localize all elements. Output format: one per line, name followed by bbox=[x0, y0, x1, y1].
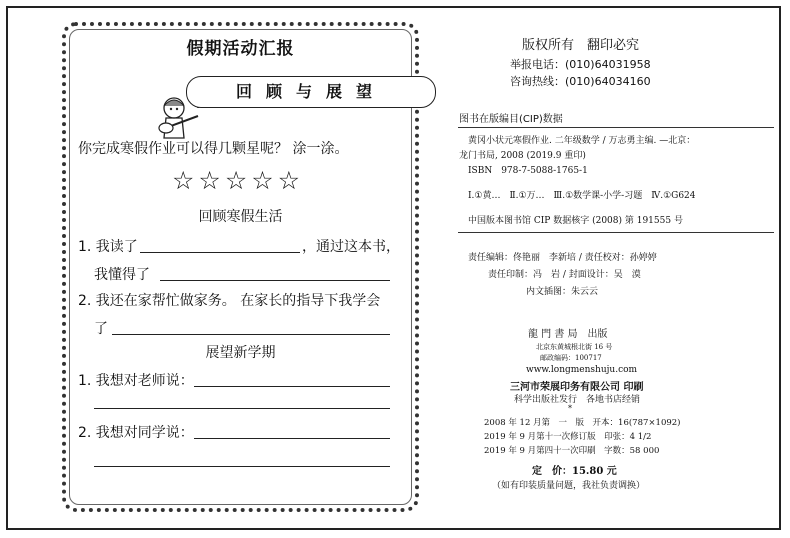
edition-line-1: 2008 年 12 月第 一 版 开本：16(787×1092) bbox=[484, 418, 681, 428]
item2-suffix: 了 bbox=[94, 321, 108, 337]
illustration-credits: 内文插图：朱云云 bbox=[526, 287, 599, 297]
copyright-notice: 版权所有 翻印必究 bbox=[522, 38, 640, 53]
price: 定 价：15.80 元 bbox=[532, 466, 617, 477]
cip-isbn: ISBN 978-7-5088-1765-1 bbox=[468, 166, 588, 176]
editor-credits: 责任编辑：佟艳丽 李新培 / 责任校对：孙婷婷 bbox=[468, 253, 657, 263]
cip-top-rule bbox=[458, 127, 774, 128]
cip-line-1: 黄冈小状元寒假作业. 二年级数学 / 万志勇主编. —北京： bbox=[468, 136, 696, 146]
cip-record-number: 中国版本图书馆 CIP 数据核字 (2008) 第 191555 号 bbox=[468, 216, 683, 226]
review-heading: 回顾寒假生活 bbox=[198, 209, 283, 225]
cip-classification: Ⅰ.①黄… Ⅱ.①万… Ⅲ.①数学课-小学-习题 Ⅳ.①G624 bbox=[468, 191, 696, 201]
star-rating[interactable]: ☆☆☆☆☆ bbox=[172, 166, 305, 195]
cip-line-2: 龙门书局, 2008 (2019.9 重印) bbox=[459, 151, 586, 161]
item2-text: 2. 我还在家帮忙做家务。 在家长的指导下我学会 bbox=[78, 293, 381, 309]
teacher-blank-1[interactable] bbox=[194, 386, 390, 387]
printer: 三河市荣展印务有限公司 印刷 bbox=[510, 382, 644, 393]
item1-middle: ，通过这本书， bbox=[302, 239, 400, 255]
publisher-postcode: 邮政编码：100717 bbox=[540, 354, 602, 362]
outlook-heading: 展望新学期 bbox=[205, 345, 276, 361]
classmate-blank-1[interactable] bbox=[194, 438, 390, 439]
cip-title: 图书在版编目(CIP)数据 bbox=[459, 114, 563, 125]
learned-blank[interactable] bbox=[160, 280, 390, 281]
consult-hotline: 咨询热线：(010)64034160 bbox=[510, 75, 651, 88]
print-credits: 责任印制：冯 岩 / 封面设计：吴 漠 bbox=[488, 270, 641, 280]
publisher-website: www.longmenshuju.com bbox=[526, 365, 638, 375]
classmate-blank-2[interactable] bbox=[94, 466, 390, 467]
classmate-prompt: 2. 我想对同学说： bbox=[78, 425, 194, 441]
star-question: 你完成寒假作业可以得几颗星呢？ 涂一涂。 bbox=[78, 141, 349, 157]
book-title-blank[interactable] bbox=[140, 252, 300, 253]
teacher-prompt: 1. 我想对老师说： bbox=[78, 373, 194, 389]
item1-learned-label: 我懂得了 bbox=[94, 267, 150, 283]
quality-notice: （如有印装质量问题，我社负责调换） bbox=[492, 481, 646, 491]
report-phone: 举报电话：(010)64031958 bbox=[510, 58, 651, 71]
activity-report-panel bbox=[62, 22, 419, 512]
teacher-blank-2[interactable] bbox=[94, 408, 390, 409]
publisher-address: 北京东黄城根北街 16 号 bbox=[536, 343, 613, 351]
publisher: 龍 門 書 局 出版 bbox=[528, 329, 608, 340]
distributor: 科学出版社发行 各地书店经销 bbox=[514, 395, 641, 405]
review-outlook-banner: 回顾与展望 bbox=[186, 76, 436, 108]
page-title: 假期活动汇报 bbox=[186, 39, 295, 59]
separator-star: * bbox=[568, 404, 572, 413]
edition-line-3: 2019 年 9 月第四十一次印刷 字数：58 000 bbox=[484, 446, 660, 456]
edition-line-2: 2019 年 9 月第十一次修订版 印张：4 1/2 bbox=[484, 432, 652, 442]
cip-bottom-rule bbox=[458, 232, 774, 233]
item1-prefix: 1. 我读了 bbox=[78, 239, 138, 255]
chore-blank[interactable] bbox=[112, 334, 390, 335]
